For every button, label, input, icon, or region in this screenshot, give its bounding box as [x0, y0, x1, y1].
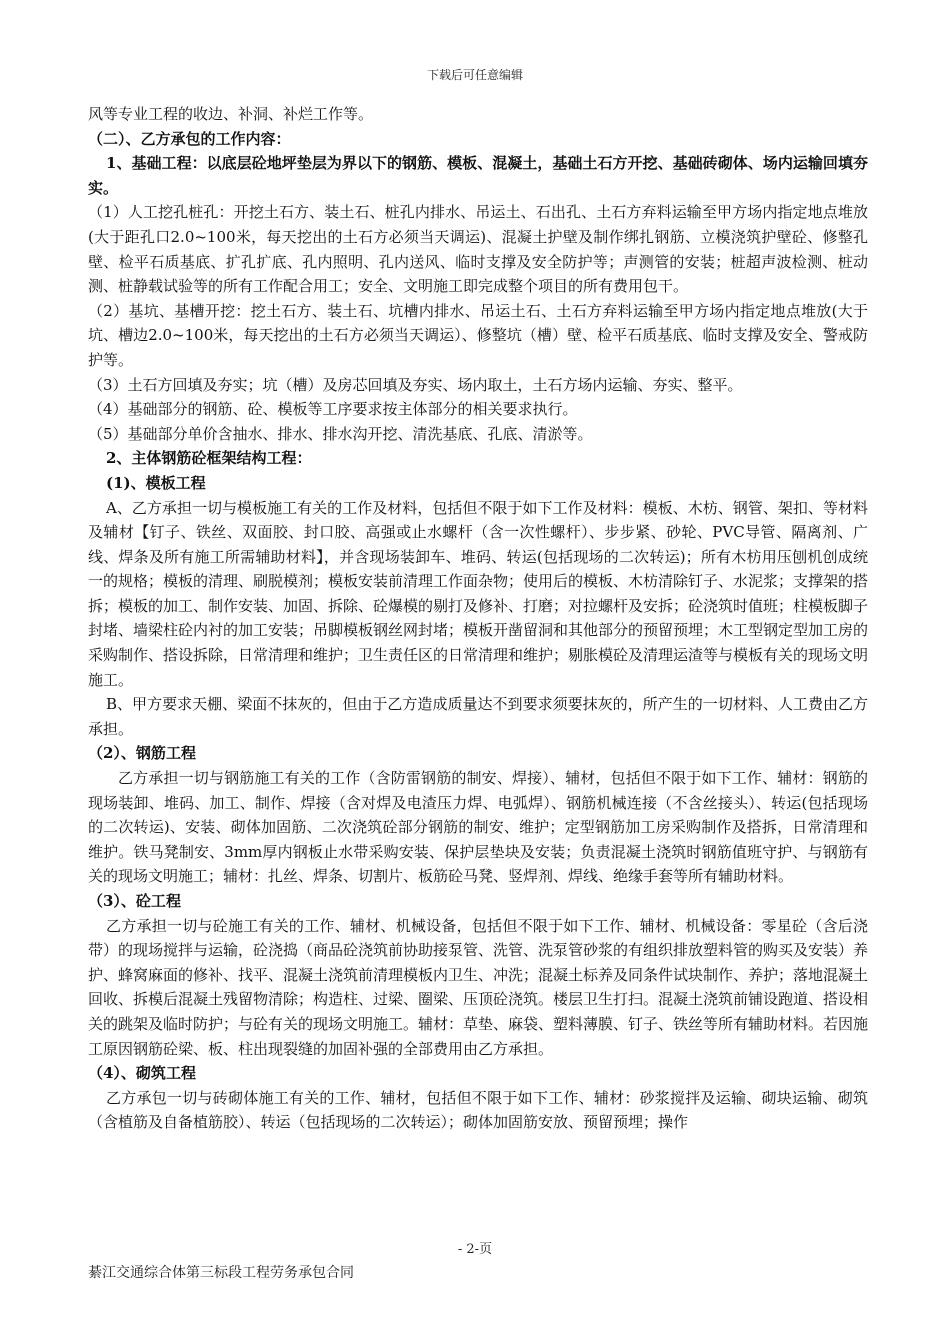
section-heading-2: （二）、乙方承包的工作内容：: [88, 129, 291, 148]
formwork-clause-a: A、乙方承担一切与模板施工有关的工作及材料，包括但不限于如下工作及材料：模板、木枋、钢管、架扣、等材料及辅材【钉子、铁丝、双面胶、封口胶、高强或止水螺杆（含一次性螺杆）、步步紧、砂轮、PVC导管、隔离剂、广线、焊条及所有施工所需辅助材料】，并含现场装卸车、堆码、转运(包括现场的二次转运)；所有木枋用压刨机创成统一的规格；模板的清理、刷脱模剂；模板安装前清理工作面杂物；使用后的模板、木枋清除钉子、水泥浆；支撑架的搭拆；模板的加工、制作安装、加固、拆除、砼爆模的剔打及修补、打磨；对拉螺杆及安拆；砼浇筑时值班；柱模板脚子封堵、墙梁柱砼内衬的加工安装；吊脚模板钢丝网封堵；模板开凿留洞和其他部分的预留预埋；木工型钢定型加工房的采购制作、搭设拆除，日常清理和维护；卫生责任区的日常清理和维护；剔胀模砼及清理运渣等与模板有关的现场文明施工。: [88, 498, 869, 689]
subheading-formwork: (1)、模板工程: [106, 473, 206, 492]
formwork-clause-b: B、甲方要求天棚、梁面不抹灰的，但由于乙方造成质量达不到要求须要抹灰的，所产生的一切材料、人工费由乙方承担。: [88, 695, 868, 738]
clause-2-pit-excavation: （2）基坑、基槽开挖：挖土石方、装土石、坑槽内排水、吊运土石、土石方弃料运输至甲方场内指定地点堆放(大于坑、槽边2.0~100米，每天挖出的土石方必须当天调运）、修整坑（槽）壁、检平石质基底、临时支撑及安全、警戒防护等。: [88, 301, 868, 369]
item-2-frame-heading: 2、主体钢筋砼框架结构工程：: [106, 449, 312, 468]
concrete-clause: 乙方承担一切与砼施工有关的工作、辅材、机械设备，包括但不限于如下工作、辅材、机械设备：零星砼（含后浇带）的现场搅拌与运输，砼浇捣（商品砼浇筑前协助接泵管、洗管、洗泵管砂浆的有组织排放塑料管的购买及安装）养护、蜂窝麻面的修补、找平、混凝土浇筑前清理模板内卫生、冲洗；混凝土标养及同条件试块制作、养护；落地混凝土回收、拆模后混凝土残留物清除；构造柱、过梁、圈梁、压顶砼浇筑。楼层卫生打扫。混凝土浇筑前铺设跑道、搭设相关的跳架及临时防护；与砼有关的现场文明施工。辅材：草垫、麻袋、塑料薄膜、钉子、铁丝等所有辅助材料。若因施工原因钢筋砼梁、板、柱出现裂缝的加固补强的全部费用由乙方承担。: [88, 916, 869, 1058]
clause-3-backfill: （3）土石方回填及夯实；坑（槽）及房芯回填及夯实、场内取土，土石方场内运输、夯实、整平。: [88, 375, 743, 394]
document-body: [88, 102, 868, 1135]
footer-document-title: 綦江交通综合体第三标段工程劳务承包合同: [88, 1265, 354, 1281]
page-header: 下载后可任意编辑: [426, 68, 523, 82]
subheading-concrete: （3）、砼工程: [88, 892, 181, 910]
item-1-foundation-heading: 1、基础工程：以底层砼地坪垫层为界以下的钢筋、模板、混凝土，基础土石方开挖、基础砖砌体、场内运输回填夯实。: [88, 154, 868, 197]
masonry-clause: 乙方承包一切与砖砌体施工有关的工作、辅材，包括但不限于如下工作、辅材：砂浆搅拌及运输、砌块运输、砌筑（含植筋及自备植筋胶）、转运（包括现场的二次转运）；砌体加固筋安放、预留预埋；操作: [88, 1088, 868, 1132]
paragraph-continuation: 风等专业工程的收边、补洞、补烂工作等。: [88, 105, 374, 123]
subheading-rebar: （2）、钢筋工程: [88, 744, 196, 763]
page-number: - 2-页: [457, 1242, 493, 1257]
subheading-masonry: （4）、砌筑工程: [88, 1064, 196, 1083]
clause-4-foundation-rebar: （4）基础部分的钢筋、砼、模板等工序要求按主体部分的相关要求执行。: [88, 400, 578, 419]
rebar-clause: 乙方承担一切与钢筋施工有关的工作（含防雷钢筋的制安、焊接）、辅材，包括但不限于如下工作、辅材：钢筋的现场装卸、堆码、加工、制作、焊接（含对焊及电渣压力焊、电弧焊）、钢筋机械连接（不含丝接头）、转运(包括现场的二次转运)、安装、砌体加固筋、二次浇筑砼部分钢筋的制安、维护；定型钢筋加工房采购制作及搭拆，日常清理和维护。铁马凳制安、3mm厚内钢板止水带采购安装、保护层垫块及安装；负责混凝土浇筑时钢筋值班守护、与钢筋有关的现场文明施工；辅材：扎丝、焊条、切割片、板筋砼马凳、竖焊剂、焊线、绝缘手套等所有辅助材料。: [88, 769, 868, 886]
clause-1-pile-holes: （1）人工挖孔桩孔：开挖土石方、装土石、桩孔内排水、吊运土、石出孔、土石方弃料运输至甲方场内指定地点堆放(大于距孔口2.0~100米，每天挖出的土石方必须当天调运)、混凝土护壁及制作绑扎钢筋、立模浇筑护壁砼、修整孔壁、检平石质基底、扩孔扩底、孔内照明、孔内送风、临时支撑及安全防护等；声测管的安装；桩超声波检测、桩动测、桩静载试验等的所有工作配合用工；安全、文明施工即完成整个项目的所有费用包干。: [88, 203, 868, 296]
clause-5-foundation-price: （5）基础部分单价含抽水、排水、排水沟开挖、清洗基底、孔底、清淤等。: [88, 424, 593, 443]
